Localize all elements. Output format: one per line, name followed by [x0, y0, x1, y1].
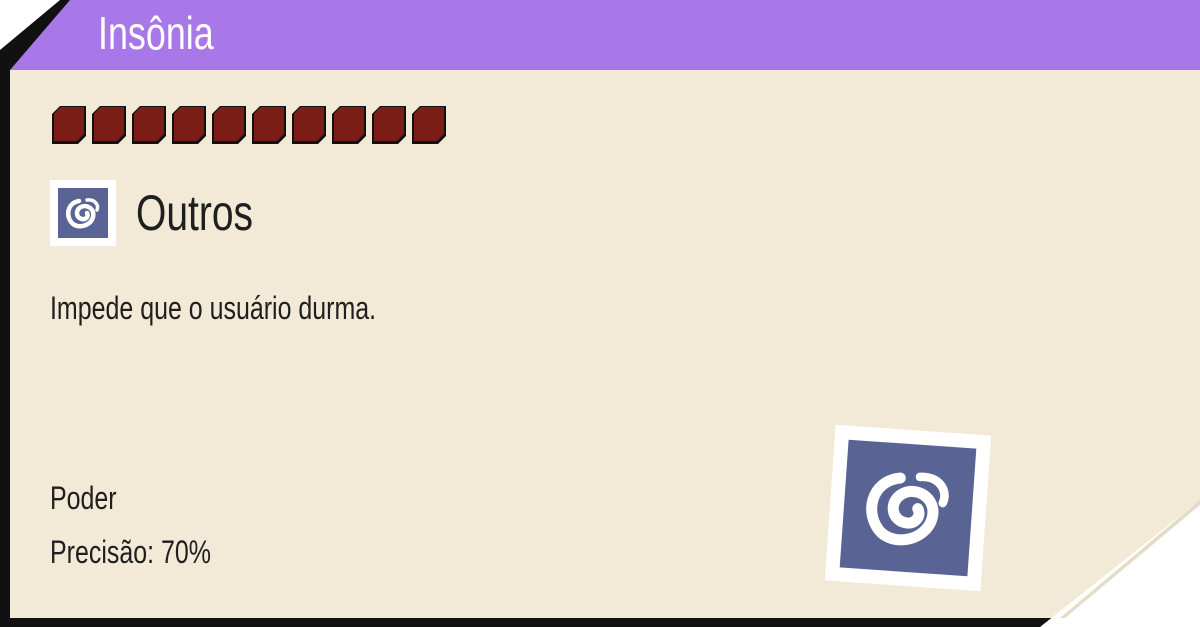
level-pip — [330, 104, 368, 146]
level-pip — [210, 104, 248, 146]
level-pip — [370, 104, 408, 146]
level-pip — [170, 104, 208, 146]
power-label: Poder — [50, 480, 117, 516]
big-icon-tile — [840, 440, 977, 577]
move-title: Insônia — [98, 7, 214, 59]
category-icon-tile — [58, 188, 108, 238]
category-label: Outros — [136, 185, 254, 241]
level-pip — [50, 104, 88, 146]
move-description: Impede que o usuário durma. — [50, 290, 377, 326]
level-pip — [130, 104, 168, 146]
accuracy-label: Precisão: — [50, 534, 155, 570]
level-pip — [250, 104, 288, 146]
level-pip — [90, 104, 128, 146]
swirl-icon — [822, 422, 994, 594]
level-pip — [290, 104, 328, 146]
accuracy-line — [50, 532, 211, 572]
accuracy-value: 70% — [160, 534, 211, 570]
level-pip — [410, 104, 448, 146]
swirl-icon — [50, 180, 116, 246]
